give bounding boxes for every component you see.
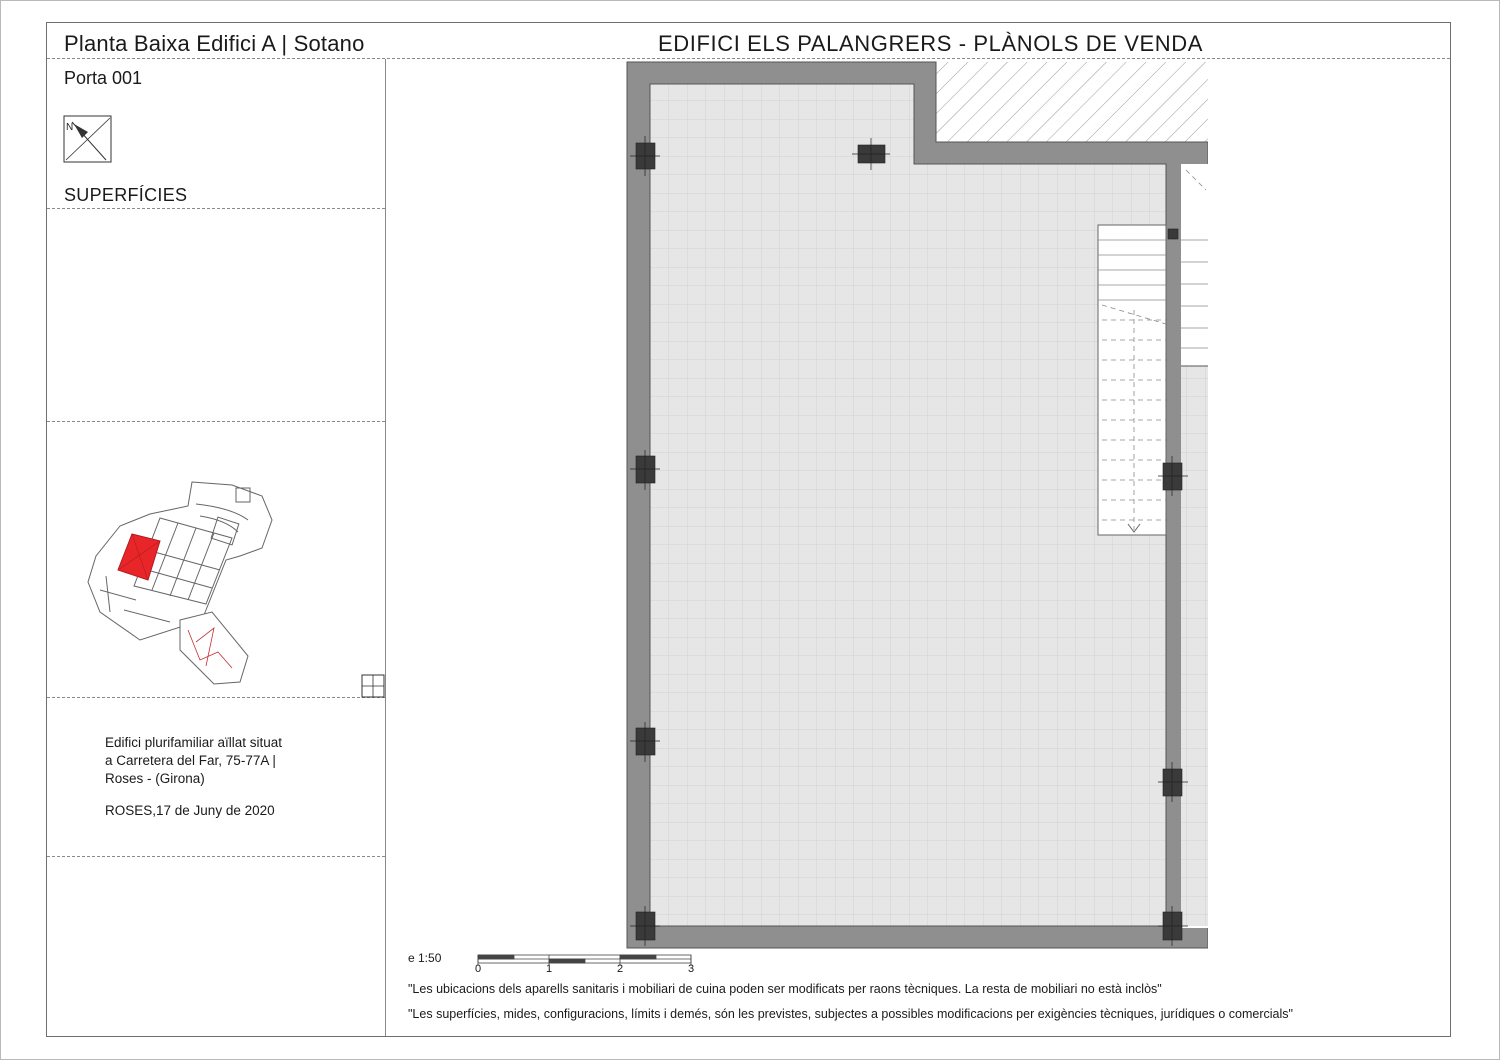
north-arrow-icon [64,116,111,162]
scale-tick-0: 0 [475,963,482,975]
section-marker-icon [362,675,384,697]
door-label: Porta 001 [64,68,143,88]
drawing-date: ROSES,17 de Juny de 2020 [105,803,275,818]
note-sanitary: "Les ubicacions dels aparells sanitaris i mobiliari de cuina poden ser modificats per raons tècniques. La resta de mobiliari no està inclòs" [408,982,1162,996]
surfaces-title: SUPERFÍCIES [64,185,188,205]
graphic-scale-bar [478,955,691,966]
scale-tick-1: 1 [546,963,553,975]
scale-tick-3: 3 [688,963,695,975]
building-address: Edifici plurifamiliar aïllat situat a Carretera del Far, 75-77A | Roses - (Girona) [105,735,283,786]
project-title: EDIFICI ELS PALANGRERS - PLÀNOLS DE VENDA [658,31,1204,56]
sheet-title: Planta Baixa Edifici A | Sotano [64,31,365,56]
scale-tick-2: 2 [617,963,624,975]
note-surfaces: "Les superfícies, mides, configuracions, límits i demés, són les previstes, subjectes a possibles modificacions per exigències tècniques, jurídiques o comercials" [408,1007,1293,1021]
site-keymap [88,482,272,684]
north-label: N [66,122,74,133]
floor-plan [627,62,1211,948]
scale-label: e 1:50 [408,951,442,965]
